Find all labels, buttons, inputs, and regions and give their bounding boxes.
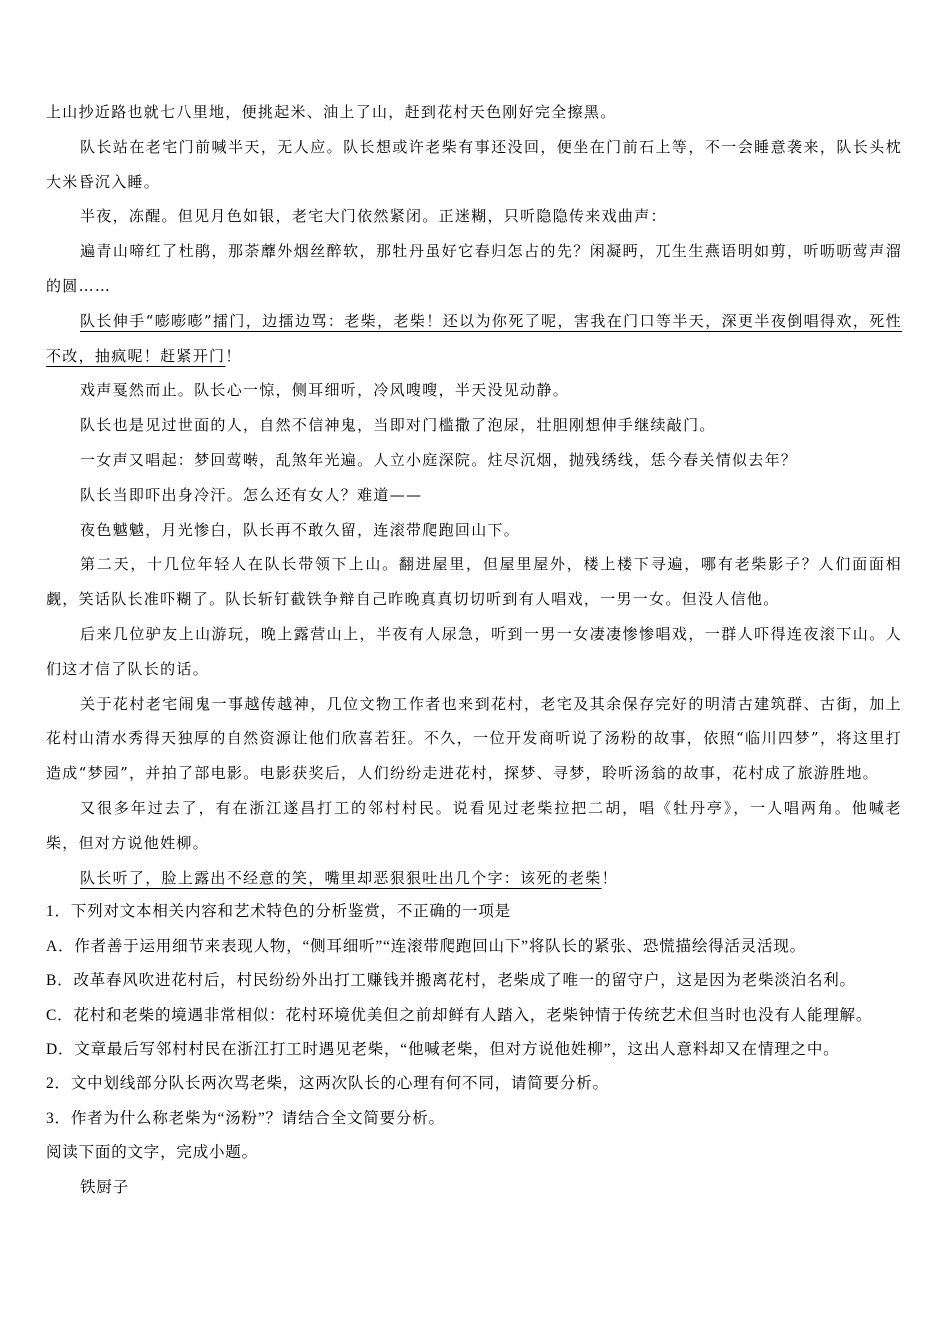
underlined-passage-1: 队长伸手“嘭嘭嘭”擂门，边擂边骂：老柴，老柴！还以为你死了呢，害我在门口等半天，深更半夜倒唱得欢，死性不改，抽疯呢！赶紧开门 bbox=[46, 311, 902, 365]
question-1-option-a: A．作者善于运用细节来表现人物，“侧耳细听”“连滚带爬跑回山下”将队长的紧张、恐慌描绘得活灵活现。 bbox=[46, 937, 806, 955]
questions-section bbox=[46, 895, 902, 1205]
story-paragraph-zhejiang: 又很多年过去了，有在浙江遂昌打工的邻村村民。说看见过老柴拉把二胡，唱《牡丹亭》，一人唱两角。他喊老柴，但对方说他姓柳。 bbox=[46, 798, 902, 852]
story-paragraph-continuation: 上山抄近路也就七八里地，便挑起米、油上了山，赶到花村天色刚好完全擦黑。 bbox=[46, 103, 617, 121]
story-paragraph-opera-lyrics: 遍青山啼红了杜鹃，那荼蘼外烟丝醉软，那牡丹虽好它春归怎占的先？闲凝眄，兀生生燕语明如剪，听呖呖莺声溜的圆…… bbox=[46, 242, 902, 295]
story-paragraph-development: 关于花村老宅闹鬼一事越传越神，几位文物工作者也来到花村，老宅及其余保存完好的明清古建筑群、古街，加上花村山清水秀得天独厚的自然资源让他们欣喜若狂。不久，一位开发商听说了汤粉的故事，依照“临川四梦”，将这里打造成“梦园”，并拍了部电影。电影获奖后，人们纷纷走进花村，探梦、寻梦，聆听汤翁的故事，花村成了旅游胜地。 bbox=[46, 694, 902, 783]
story-paragraph-search: 第二天，十几位年轻人在队长带领下上山。翻进屋里，但屋里屋外，楼上楼下寻遍，哪有老柴影子？人们面面相觑，笑话队长准吓糊了。队长斩钉截铁争辩自己昨晚真真切切听到有人唱戏，一男一女。但没人信他。 bbox=[46, 555, 902, 609]
next-reading-instruction: 阅读下面的文字，完成小题。 bbox=[46, 1144, 258, 1162]
story-paragraph-midnight: 半夜，冻醒。但见月色如银，老宅大门依然紧闭。正迷糊，只听隐隐传来戏曲声： bbox=[80, 207, 667, 226]
story-paragraph-courage: 队长也是见过世面的人，自然不信神鬼，当即对门槛撒了泡尿，壮胆刚想伸手继续敲门。 bbox=[80, 416, 716, 435]
story-paragraph-silence: 戏声戛然而止。队长心一惊，侧耳细听，冷风嗖嗖，半天没见动静。 bbox=[80, 381, 570, 400]
question-1-option-d: D．文章最后写邻村村民在浙江打工时遇见老柴，“他喊老柴，但对方说他姓柳”，这出人意料却又在情理之中。 bbox=[46, 1040, 840, 1058]
question-1-stem: 1．下列对文本相关内容和艺术特色的分析鉴赏，不正确的一项是 bbox=[46, 903, 511, 921]
story-paragraph-knock bbox=[46, 304, 902, 374]
question-2: 2．文中划线部分队长两次骂老柴，这两次队长的心理有何不同，请简要分析。 bbox=[46, 1075, 609, 1093]
story-paragraph-fear: 队长当即吓出身冷汗。怎么还有女人？难道—— bbox=[80, 485, 423, 504]
underlined-passage-2-tail: ！ bbox=[601, 868, 618, 887]
story-text bbox=[46, 95, 902, 895]
question-1-option-b: B．改革春风吹进花村后，村民纷纷外出打工赚钱并搬离花村，老柴成了唯一的留守户，这是因为老柴淡泊名利。 bbox=[46, 972, 856, 990]
underlined-passage-2: 队长听了，脸上露出不经意的笑，嘴里却恶狠狠吐出几个字：该死的老柴 bbox=[80, 868, 602, 887]
story-paragraph-ending bbox=[46, 861, 902, 896]
story-paragraph-hikers: 后来几位驴友上山游玩，晚上露营山上，半夜有人尿急，听到一男一女凄凄惨惨唱戏，一群人吓得连夜滚下山。人们这才信了队长的话。 bbox=[46, 624, 902, 678]
story-paragraph-wait: 队长站在老宅门前喊半天，无人应。队长想或许老柴有事还没回，便坐在门前石上等，不一会睡意袭来，队长头枕大米昏沉入睡。 bbox=[46, 137, 902, 191]
underlined-passage-1-tail: ！ bbox=[225, 346, 242, 365]
next-reading-title: 铁厨子 bbox=[80, 1178, 129, 1196]
story-paragraph-female-voice: 一女声又唱起：梦回莺啭，乱煞年光遍。人立小庭深院。炷尽沉烟，抛残绣线，恁今春关情似去年？ bbox=[80, 450, 798, 469]
story-paragraph-flee: 夜色魆魆，月光惨白，队长再不敢久留，连滚带爬跑回山下。 bbox=[80, 520, 521, 539]
question-1-option-c: C．花村和老柴的境遇非常相似：花村环境优美但之前却鲜有人踏入，老柴钟情于传统艺术但当时也没有人能理解。 bbox=[46, 1006, 873, 1024]
question-3: 3．作者为什么称老柴为“汤粉”？请结合全文简要分析。 bbox=[46, 1109, 445, 1127]
